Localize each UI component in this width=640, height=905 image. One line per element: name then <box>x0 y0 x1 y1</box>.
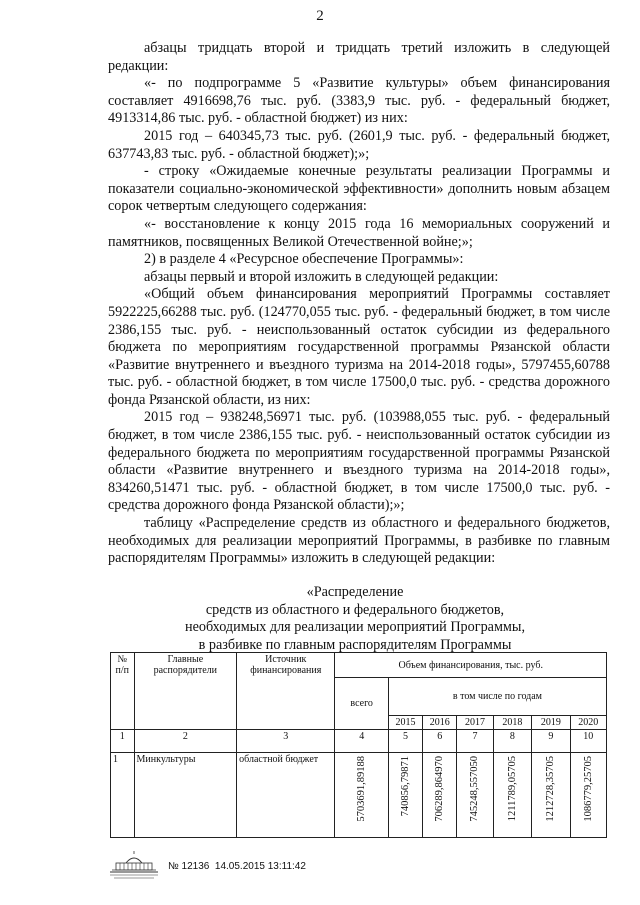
stamp-datetime: 14.05.2015 13:11:42 <box>214 861 306 872</box>
row-year-value <box>388 753 422 838</box>
page-number: 2 <box>316 8 324 24</box>
column-number: 2 <box>134 730 237 753</box>
paragraph: «- восстановление к концу 2015 года 16 мемориальных сооружений и памятников, посвященных Великой Отечественной войне;»; <box>108 215 610 250</box>
paragraph: «- по подпрограмме 5 «Развитие культуры» объем финансирования составляет 4916698,76 тыс. руб. (3383,9 тыс. руб. - федеральный бюджет, 4913314,86 тыс. руб. - областной бюджет) из них: <box>108 75 610 127</box>
column-number: 4 <box>335 730 388 753</box>
row-year-value <box>532 753 570 838</box>
paragraph: - строку «Ожидаемые конечные результаты реализации Программы и показатели социально-экономической эффективности» дополнить новым абзацем сорок четвертым следующего содержания: <box>108 163 610 215</box>
row-year-value-text: 1086779,25705 <box>582 756 594 822</box>
row-year-value-text: 706289,864970 <box>434 756 446 822</box>
row-year-value <box>570 753 606 838</box>
distribution-table <box>110 652 607 838</box>
header-year: 2020 <box>570 716 606 730</box>
table-title-line: «Распределение <box>306 584 404 600</box>
row-year-value-text: 1212728,35705 <box>545 756 557 822</box>
row-manager: Минкультуры <box>134 753 237 838</box>
header-volume: Объем финансирования, тыс. руб. <box>335 653 607 678</box>
column-number: 7 <box>457 730 493 753</box>
table-title-line: необходимых для реализации мероприятий Программы, <box>185 619 525 636</box>
paragraph: таблицу «Распределение средств из областного и федерального бюджетов, необходимых для реализации мероприятий Программы, в разбивке по главным распорядителям Программы» изложить в следующей редакции: <box>108 515 610 567</box>
table-title-line: в разбивке по главным распорядителям Программы <box>198 636 512 653</box>
column-number: 1 <box>111 730 135 753</box>
row-year-value <box>457 753 493 838</box>
header-by-years: в том числе по годам <box>388 678 606 716</box>
paragraph: «Общий объем финансирования мероприятий Программы составляет 5922225,66288 тыс. руб. (124770,055 тыс. руб. - федеральный бюджет, в том числе 2386,155 тыс. руб. - неиспользованный остаток субсидии из федерального бюджета по мероприятиям государственной программы Рязанской области «Развитие внутреннего и въездного туризма на 2014-2018 годы», 5797455,60788 тыс. руб. - областной бюджет, в том числе 17500,0 тыс. руб. - средства дорожного фонда Рязанской области, из них: <box>108 286 610 408</box>
header-year: 2019 <box>532 716 570 730</box>
column-number: 6 <box>423 730 457 753</box>
header-year: 2015 <box>388 716 422 730</box>
document-number: № 12136 <box>168 861 210 872</box>
paragraph: абзацы тридцать второй и тридцать третий изложить в следующей редакции: <box>108 40 610 74</box>
row-num: 1 <box>111 753 135 838</box>
column-number: 3 <box>237 730 335 753</box>
table-header-row <box>111 653 607 678</box>
header-year: 2018 <box>493 716 531 730</box>
column-number: 5 <box>388 730 422 753</box>
row-year-value <box>423 753 457 838</box>
column-number: 9 <box>532 730 570 753</box>
row-year-value-text: 740856,79871 <box>400 756 411 817</box>
row-total-value: 5703691,89188 <box>356 756 368 822</box>
header-source: Источник финансирования <box>237 653 335 730</box>
paragraph: 2) в разделе 4 «Ресурсное обеспечение Программы»: <box>144 251 464 268</box>
row-year-value-text: 745248,557050 <box>469 756 481 822</box>
column-numbers-row <box>111 730 607 753</box>
header-num: № п/п <box>111 653 135 730</box>
paragraph: абзацы первый и второй изложить в следующей редакции: <box>144 268 499 285</box>
header-year: 2017 <box>457 716 493 730</box>
table-title-line: средств из областного и федерального бюджетов, <box>205 601 505 618</box>
column-number: 8 <box>493 730 531 753</box>
row-year-value-text: 1211789,05705 <box>506 756 518 822</box>
table-row <box>111 753 607 838</box>
paragraph: 2015 год – 640345,73 тыс. руб. (2601,9 тыс. руб. - федеральный бюджет, 637743,83 тыс. руб. - областной бюджет);»; <box>108 127 610 162</box>
body-text <box>108 40 610 568</box>
paragraph: 2015 год – 938248,56971 тыс. руб. (103988,055 тыс. руб. - федеральный бюджет, в том числе 2386,155 тыс. руб. - неиспользованный остаток субсидии из федерального бюджета по мероприятиям государственной программы Рязанской области «Развитие внутреннего и въездного туризма на 2014-2018 годы», 834260,51471 тыс. руб. - областной бюджет, в том числе 17500,0 тыс. руб. - средства дорожного фонда Рязанской области);»; <box>108 409 610 514</box>
header-managers: Главные распорядители <box>134 653 237 730</box>
header-total: всего <box>335 678 388 730</box>
row-source: областной бюджет <box>237 753 335 838</box>
government-building-logo <box>106 850 162 880</box>
footer-stamp <box>106 850 406 880</box>
row-year-value <box>493 753 531 838</box>
column-number: 10 <box>570 730 606 753</box>
header-year: 2016 <box>423 716 457 730</box>
row-total <box>335 753 388 838</box>
stamp-text <box>168 861 306 872</box>
table-title <box>100 584 610 654</box>
